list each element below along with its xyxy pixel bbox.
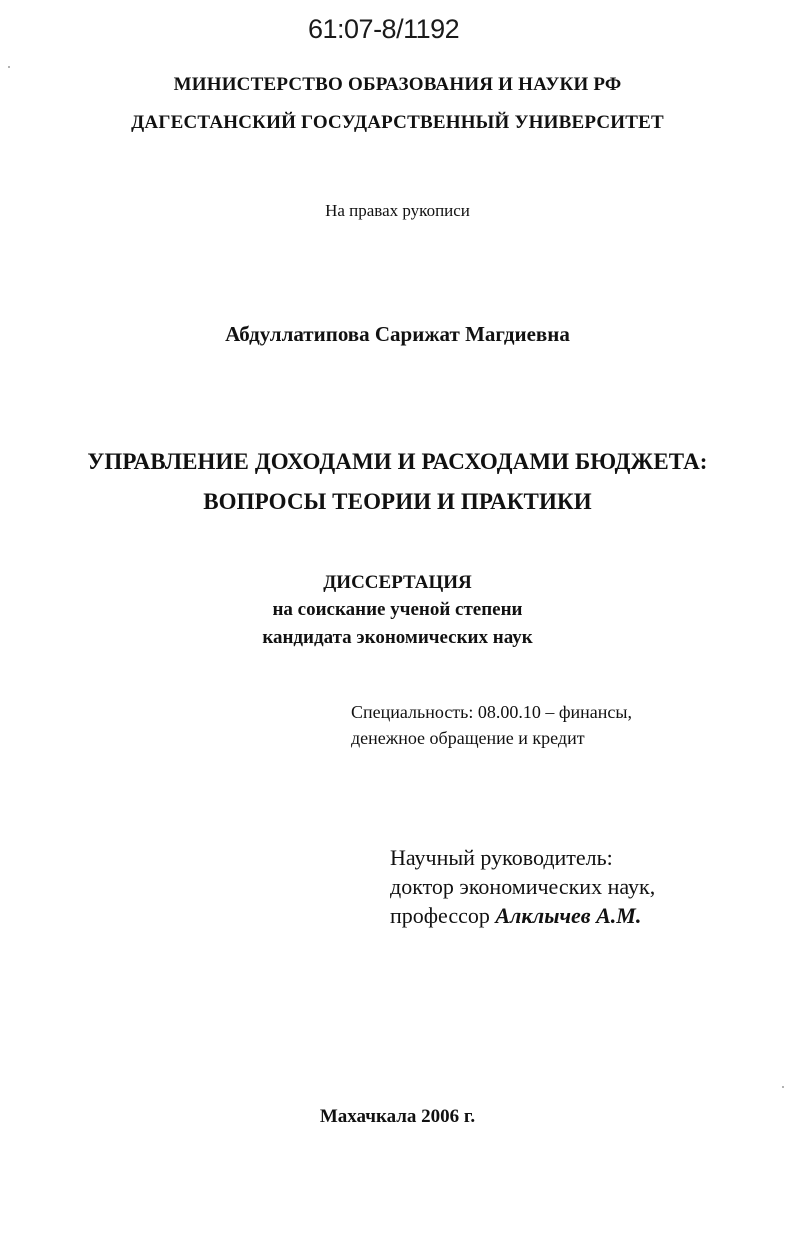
advisor-line (390, 903, 641, 929)
dissertation-title-line-2: ВОПРОСЫ ТЕОРИИ И ПРАКТИКИ (203, 489, 592, 514)
advisor-position: профессор (390, 903, 490, 928)
ministry-name: МИНИСТЕРСТВО ОБРАЗОВАНИЯ И НАУКИ РФ (173, 74, 622, 95)
degree-line-1: на соискание ученой степени (272, 599, 523, 620)
rights-note: На правах рукописи (325, 201, 470, 220)
scan-speck (782, 1086, 784, 1088)
dissertation-title-line-1: УПРАВЛЕНИЕ ДОХОДАМИ И РАСХОДАМИ БЮДЖЕТА: (87, 449, 708, 474)
specialty-line-1: Специальность: 08.00.10 – финансы, (351, 702, 633, 722)
catalog-number: 61:07-8/1192 (308, 14, 460, 44)
author-name: Абдуллатипова Сарижат Магдиевна (225, 322, 570, 346)
advisor-name: Алклычев А.М. (495, 903, 642, 928)
degree-line-2: кандидата экономических наук (262, 627, 533, 648)
place-and-year: Махачкала 2006 г. (319, 1106, 476, 1127)
advisor-label: Научный руководитель: (390, 845, 613, 870)
advisor-degree: доктор экономических наук, (390, 874, 656, 899)
specialty-line-2: денежное обращение и кредит (351, 728, 585, 748)
document-type: ДИССЕРТАЦИЯ (323, 572, 472, 593)
university-name: ДАГЕСТАНСКИЙ ГОСУДАРСТВЕННЫЙ УНИВЕРСИТЕТ (131, 112, 664, 133)
scan-speck (8, 66, 10, 68)
